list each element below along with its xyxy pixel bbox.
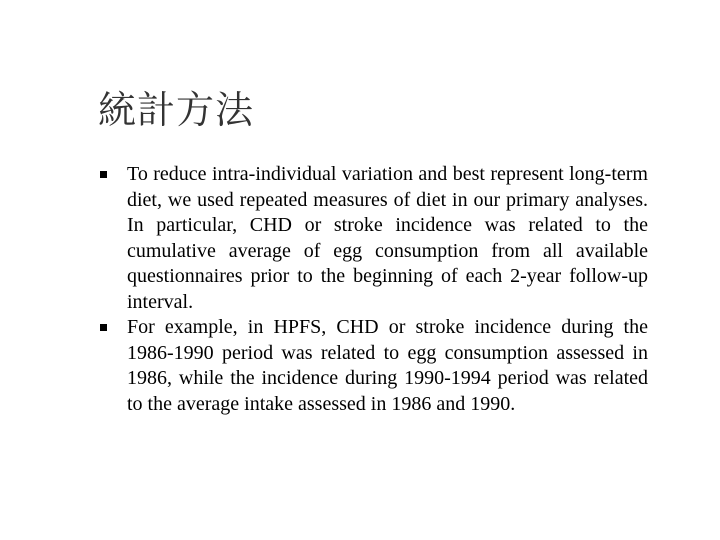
bullet-text: To reduce intra-individual variation and best represent long-term diet, we used repeated measures of diet in our primary analyses. In particular, CHD or stroke incidence was related to the cumulative average of egg consumption from all available questionnaires prior to the beginning of each 2-year follow-up interval. <box>127 163 648 313</box>
bullet-item <box>100 162 648 315</box>
square-bullet-icon <box>100 315 127 341</box>
bullet-list <box>100 162 648 417</box>
slide-title: 統計方法 <box>98 88 255 132</box>
square-bullet-icon <box>100 162 127 188</box>
bullet-text: For example, in HPFS, CHD or stroke incidence during the 1986-1990 period was related to egg consumption assessed in 1986, while the incidence during 1990-1994 period was related to the average intake assessed in 1986 and 1990. <box>127 316 648 415</box>
bullet-item <box>100 315 648 417</box>
